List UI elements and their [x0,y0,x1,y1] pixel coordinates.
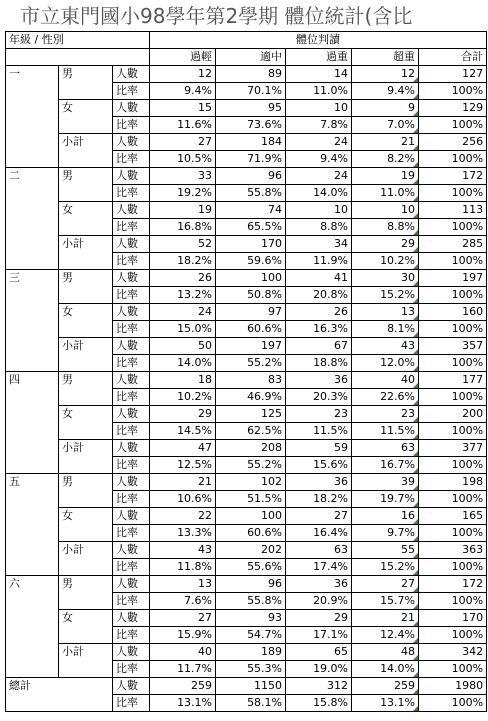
count-label: 人數 [113,100,150,117]
count-label: 人數 [113,236,150,253]
value-cell: 100% [419,321,487,338]
value-cell: 100% [419,627,487,644]
value-cell: 14.0% [286,185,352,202]
value-cell: 29 [150,406,216,423]
value-cell: 10 [352,202,419,219]
gender-label: 小計 [59,542,113,576]
value-cell: 8.8% [286,219,352,236]
value-cell: 55.6% [216,559,286,576]
value-cell: 52 [150,236,216,253]
value-cell: 12 [352,66,419,83]
value-cell: 15.7% [352,593,419,610]
gender-label: 女 [59,202,113,236]
value-cell: 16.7% [352,457,419,474]
value-cell: 16.3% [286,321,352,338]
value-cell: 12.0% [352,355,419,372]
table-row [6,610,487,627]
value-cell: 15.0% [150,321,216,338]
value-cell: 9 [352,100,419,117]
value-cell: 100% [419,423,487,440]
value-cell: 129 [419,100,487,117]
value-cell: 34 [286,236,352,253]
table-row [6,576,487,593]
value-cell: 100% [419,593,487,610]
value-cell: 100% [419,185,487,202]
value-cell: 96 [216,168,286,185]
value-cell: 170 [216,236,286,253]
value-cell: 259 [352,678,419,695]
value-cell: 10.2% [150,389,216,406]
value-cell: 9.4% [352,83,419,100]
count-label: 人數 [113,576,150,593]
value-cell: 7.8% [286,117,352,134]
value-cell: 20.8% [286,287,352,304]
value-cell: 15.2% [352,559,419,576]
table-row [6,474,487,491]
ratio-label: 比率 [113,593,150,610]
value-cell: 18.2% [286,491,352,508]
value-cell: 20.3% [286,389,352,406]
col-header-overweight: 過重 [286,49,352,66]
table-row [6,406,487,423]
value-cell: 208 [216,440,286,457]
value-cell: 11.6% [150,117,216,134]
gender-label: 小計 [59,236,113,270]
col-header-total: 合計 [419,49,487,66]
ratio-label: 比率 [113,661,150,678]
value-cell: 11.0% [286,83,352,100]
gender-label: 男 [59,372,113,406]
value-cell: 312 [286,678,352,695]
value-cell: 17.4% [286,559,352,576]
value-cell: 13.1% [150,695,216,712]
value-cell: 27 [150,610,216,627]
table-row [6,508,487,525]
ratio-label: 比率 [113,151,150,168]
value-cell: 10.6% [150,491,216,508]
value-cell: 70.1% [216,83,286,100]
value-cell: 113 [419,202,487,219]
page-title: 市立東門國小98學年第2學期 體位統計(含比 [20,4,413,28]
value-cell: 100% [419,661,487,678]
value-cell: 21 [352,134,419,151]
count-label: 人數 [113,610,150,627]
value-cell: 27 [352,576,419,593]
value-cell: 189 [216,644,286,661]
value-cell: 100% [419,695,487,712]
table-row [6,66,487,83]
value-cell: 13 [150,576,216,593]
value-cell: 51.5% [216,491,286,508]
value-cell: 50.8% [216,287,286,304]
value-cell: 10 [286,202,352,219]
value-cell: 55.3% [216,661,286,678]
value-cell: 73.6% [216,117,286,134]
value-cell: 342 [419,644,487,661]
ratio-label: 比率 [113,355,150,372]
gender-label: 小計 [59,338,113,372]
value-cell: 100 [216,270,286,287]
value-cell: 16 [352,508,419,525]
value-cell: 27 [286,508,352,525]
col-header-underweight: 過輕 [150,49,216,66]
value-cell: 30 [352,270,419,287]
value-cell: 14.5% [150,423,216,440]
value-cell: 93 [216,610,286,627]
ratio-label: 比率 [113,389,150,406]
value-cell: 15 [150,100,216,117]
count-label: 人數 [113,542,150,559]
value-cell: 8.2% [352,151,419,168]
grade-label: 四 [6,372,59,474]
count-label: 人數 [113,508,150,525]
table-row [6,678,487,695]
value-cell: 26 [150,270,216,287]
count-label: 人數 [113,440,150,457]
value-cell: 21 [150,474,216,491]
ratio-label: 比率 [113,321,150,338]
value-cell: 15.9% [150,627,216,644]
value-cell: 9.7% [352,525,419,542]
value-cell: 19.2% [150,185,216,202]
value-cell: 1980 [419,678,487,695]
value-cell: 23 [352,406,419,423]
value-cell: 198 [419,474,487,491]
grade-label: 三 [6,270,59,372]
gender-label: 女 [59,304,113,338]
value-cell: 13.2% [150,287,216,304]
col-header-normal: 適中 [216,49,286,66]
value-cell: 7.0% [352,117,419,134]
ratio-label: 比率 [113,287,150,304]
table-row [6,542,487,559]
col-header-obese: 超重 [352,49,419,66]
value-cell: 43 [150,542,216,559]
value-cell: 100% [419,253,487,270]
count-label: 人數 [113,372,150,389]
value-cell: 55.2% [216,355,286,372]
value-cell: 259 [150,678,216,695]
value-cell: 125 [216,406,286,423]
gender-label: 男 [59,270,113,304]
value-cell: 21 [352,610,419,627]
value-cell: 24 [286,168,352,185]
value-cell: 285 [419,236,487,253]
table-row [6,168,487,185]
value-cell: 62.5% [216,423,286,440]
value-cell: 19.0% [286,661,352,678]
value-cell: 12 [150,66,216,83]
value-cell: 59.6% [216,253,286,270]
count-label: 人數 [113,134,150,151]
total-label: 總計 [6,678,113,712]
value-cell: 47 [150,440,216,457]
value-cell: 357 [419,338,487,355]
value-cell: 71.9% [216,151,286,168]
ratio-label: 比率 [113,83,150,100]
table-row [6,236,487,253]
value-cell: 26 [286,304,352,321]
value-cell: 11.0% [352,185,419,202]
value-cell: 377 [419,440,487,457]
ratio-label: 比率 [113,559,150,576]
value-cell: 100% [419,355,487,372]
value-cell: 11.5% [286,423,352,440]
value-cell: 29 [352,236,419,253]
value-cell: 100% [419,287,487,304]
table-row [6,338,487,355]
value-cell: 12.4% [352,627,419,644]
value-cell: 16.8% [150,219,216,236]
value-cell: 9.4% [286,151,352,168]
value-cell: 83 [216,372,286,389]
ratio-label: 比率 [113,627,150,644]
value-cell: 13.3% [150,525,216,542]
value-cell: 172 [419,576,487,593]
ratio-label: 比率 [113,185,150,202]
gender-label: 女 [59,508,113,542]
ratio-label: 比率 [113,253,150,270]
value-cell: 23 [286,406,352,423]
table-row [6,100,487,117]
value-cell: 165 [419,508,487,525]
count-label: 人數 [113,338,150,355]
value-cell: 39 [352,474,419,491]
value-cell: 363 [419,542,487,559]
statistics-table [5,31,487,712]
value-cell: 8.1% [352,321,419,338]
value-cell: 14.0% [150,355,216,372]
value-cell: 97 [216,304,286,321]
value-cell: 43 [352,338,419,355]
value-cell: 41 [286,270,352,287]
count-label: 人數 [113,678,150,695]
value-cell: 18 [150,372,216,389]
value-cell: 12.5% [150,457,216,474]
grade-label: 五 [6,474,59,576]
gender-label: 男 [59,66,113,100]
table-row [6,372,487,389]
value-cell: 18.2% [150,253,216,270]
value-cell: 14 [286,66,352,83]
value-cell: 100% [419,83,487,100]
header-row-1 [6,32,487,49]
value-cell: 15.2% [352,287,419,304]
value-cell: 60.6% [216,321,286,338]
value-cell: 22.6% [352,389,419,406]
value-cell: 202 [216,542,286,559]
value-cell: 89 [216,66,286,83]
value-cell: 11.7% [150,661,216,678]
value-cell: 256 [419,134,487,151]
value-cell: 172 [419,168,487,185]
value-cell: 33 [150,168,216,185]
value-cell: 100 [216,508,286,525]
value-cell: 54.7% [216,627,286,644]
table-row [6,202,487,219]
gender-label: 小計 [59,440,113,474]
ratio-label: 比率 [113,117,150,134]
value-cell: 100% [419,559,487,576]
value-cell: 16.4% [286,525,352,542]
value-cell: 10.5% [150,151,216,168]
value-cell: 67 [286,338,352,355]
ratio-label: 比率 [113,423,150,440]
count-label: 人數 [113,474,150,491]
value-cell: 100% [419,117,487,134]
value-cell: 127 [419,66,487,83]
count-label: 人數 [113,168,150,185]
value-cell: 55.8% [216,593,286,610]
value-cell: 36 [286,576,352,593]
gender-label: 女 [59,406,113,440]
value-cell: 63 [286,542,352,559]
value-cell: 170 [419,610,487,627]
grade-label: 六 [6,576,59,678]
value-cell: 48 [352,644,419,661]
value-cell: 65.5% [216,219,286,236]
value-cell: 17.1% [286,627,352,644]
value-cell: 8.8% [352,219,419,236]
value-cell: 96 [216,576,286,593]
value-cell: 100% [419,491,487,508]
value-cell: 11.5% [352,423,419,440]
value-cell: 24 [286,134,352,151]
value-cell: 74 [216,202,286,219]
table-row [6,270,487,287]
value-cell: 7.6% [150,593,216,610]
table-body [6,32,487,712]
value-cell: 19 [352,168,419,185]
count-label: 人數 [113,270,150,287]
value-cell: 100% [419,525,487,542]
group-header: 體位判讀 [150,32,487,49]
value-cell: 58.1% [216,695,286,712]
value-cell: 11.8% [150,559,216,576]
value-cell: 50 [150,338,216,355]
value-cell: 20.9% [286,593,352,610]
gender-label: 女 [59,100,113,134]
count-label: 人數 [113,66,150,83]
value-cell: 46.9% [216,389,286,406]
value-cell: 60.6% [216,525,286,542]
corner-header: 年級 / 性別 [6,32,150,49]
gender-label: 男 [59,168,113,202]
value-cell: 100% [419,457,487,474]
value-cell: 100% [419,219,487,236]
value-cell: 95 [216,100,286,117]
ratio-label: 比率 [113,695,150,712]
ratio-label: 比率 [113,525,150,542]
value-cell: 19.7% [352,491,419,508]
grade-label: 二 [6,168,59,270]
value-cell: 14.0% [352,661,419,678]
value-cell: 40 [150,644,216,661]
count-label: 人數 [113,202,150,219]
value-cell: 102 [216,474,286,491]
value-cell: 19 [150,202,216,219]
value-cell: 197 [419,270,487,287]
value-cell: 177 [419,372,487,389]
value-cell: 197 [216,338,286,355]
gender-label: 小計 [59,644,113,678]
value-cell: 36 [286,474,352,491]
value-cell: 29 [286,610,352,627]
value-cell: 10 [286,100,352,117]
value-cell: 27 [150,134,216,151]
value-cell: 100% [419,151,487,168]
grade-label: 一 [6,66,59,168]
value-cell: 55.2% [216,457,286,474]
value-cell: 1150 [216,678,286,695]
value-cell: 13.1% [352,695,419,712]
value-cell: 160 [419,304,487,321]
ratio-label: 比率 [113,219,150,236]
value-cell: 11.9% [286,253,352,270]
value-cell: 65 [286,644,352,661]
value-cell: 15.6% [286,457,352,474]
value-cell: 59 [286,440,352,457]
value-cell: 22 [150,508,216,525]
gender-label: 男 [59,576,113,610]
value-cell: 15.8% [286,695,352,712]
count-label: 人數 [113,406,150,423]
value-cell: 55 [352,542,419,559]
table-row [6,644,487,661]
value-cell: 200 [419,406,487,423]
gender-label: 男 [59,474,113,508]
header-row-2 [6,49,487,66]
table-row [6,440,487,457]
table-row [6,304,487,321]
value-cell: 100% [419,389,487,406]
value-cell: 40 [352,372,419,389]
value-cell: 55.8% [216,185,286,202]
count-label: 人數 [113,304,150,321]
value-cell: 24 [150,304,216,321]
ratio-label: 比率 [113,457,150,474]
value-cell: 10.2% [352,253,419,270]
value-cell: 36 [286,372,352,389]
count-label: 人數 [113,644,150,661]
value-cell: 9.4% [150,83,216,100]
value-cell: 13 [352,304,419,321]
gender-label: 小計 [59,134,113,168]
value-cell: 63 [352,440,419,457]
ratio-label: 比率 [113,491,150,508]
value-cell: 18.8% [286,355,352,372]
value-cell: 184 [216,134,286,151]
gender-label: 女 [59,610,113,644]
table-row [6,134,487,151]
blank-header [6,49,150,66]
